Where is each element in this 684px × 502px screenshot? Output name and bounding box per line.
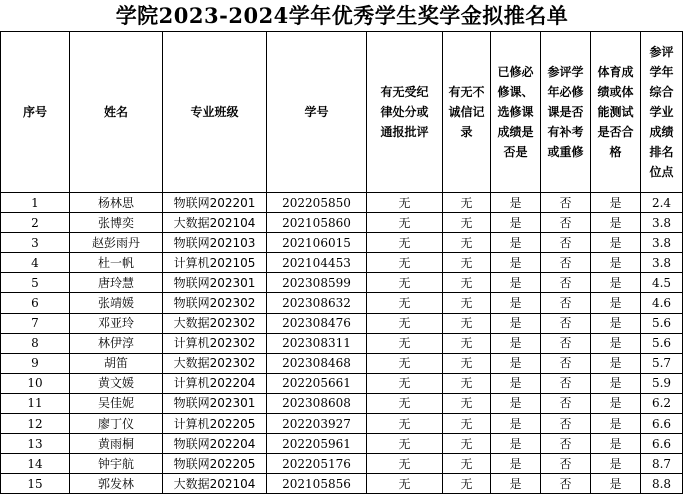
cell-pe: 是 [591,414,641,434]
cell-no: 12 [1,414,70,434]
cell-name: 吴佳妮 [70,393,163,413]
cell-student-id: 202203927 [267,414,367,434]
cell-pe: 是 [591,213,641,233]
cell-student-id: 202104453 [267,253,367,273]
header-name: 姓名 [70,32,163,193]
cell-student-id: 202205961 [267,434,367,454]
cell-honesty: 无 [443,213,491,233]
cell-rank: 4.6 [641,293,683,313]
header-student-id: 学号 [267,32,367,193]
cell-rank: 5.7 [641,353,683,373]
cell-name: 唐玲慧 [70,273,163,293]
cell-discipline: 无 [367,353,443,373]
cell-student-id: 202308608 [267,393,367,413]
cell-rank: 2.4 [641,193,683,213]
cell-makeup: 否 [541,393,591,413]
table-body [1,193,683,494]
cell-class: 物联网202301 [163,273,267,293]
cell-pe: 是 [591,233,641,253]
cell-no: 9 [1,353,70,373]
cell-discipline: 无 [367,293,443,313]
table-row [1,373,683,393]
cell-makeup: 否 [541,434,591,454]
cell-makeup: 否 [541,353,591,373]
cell-makeup: 否 [541,213,591,233]
cell-rank: 4.5 [641,273,683,293]
cell-discipline: 无 [367,474,443,494]
cell-no: 8 [1,333,70,353]
cell-student-id: 202105860 [267,213,367,233]
cell-honesty: 无 [443,373,491,393]
cell-honesty: 无 [443,253,491,273]
cell-rank: 6.2 [641,393,683,413]
cell-makeup: 否 [541,313,591,333]
cell-rank: 5.9 [641,373,683,393]
cell-class: 计算机202302 [163,333,267,353]
cell-rank: 3.8 [641,213,683,233]
table-row [1,353,683,373]
cell-passed: 是 [491,333,541,353]
cell-class: 计算机202205 [163,414,267,434]
cell-name: 杜一帆 [70,253,163,273]
cell-class: 物联网202204 [163,434,267,454]
cell-name: 邓亚玲 [70,313,163,333]
cell-student-id: 202205661 [267,373,367,393]
table-row [1,253,683,273]
cell-no: 5 [1,273,70,293]
header-rank: 参评学年综合学业成绩排名位点 [641,32,683,193]
cell-rank: 5.6 [641,313,683,333]
table-row [1,434,683,454]
cell-honesty: 无 [443,193,491,213]
cell-honesty: 无 [443,333,491,353]
cell-student-id: 202205176 [267,454,367,474]
cell-passed: 是 [491,273,541,293]
header-pe: 体育成绩或体能测试是否合格 [591,32,641,193]
cell-honesty: 无 [443,233,491,253]
cell-makeup: 否 [541,273,591,293]
cell-student-id: 202106015 [267,233,367,253]
cell-passed: 是 [491,293,541,313]
header-makeup: 参评学年必修课是否有补考或重修 [541,32,591,193]
cell-pe: 是 [591,333,641,353]
cell-discipline: 无 [367,273,443,293]
cell-pe: 是 [591,253,641,273]
cell-rank: 8.8 [641,474,683,494]
cell-student-id: 202308476 [267,313,367,333]
cell-makeup: 否 [541,253,591,273]
cell-pe: 是 [591,393,641,413]
cell-passed: 是 [491,454,541,474]
cell-name: 林伊淳 [70,333,163,353]
cell-no: 15 [1,474,70,494]
cell-makeup: 否 [541,293,591,313]
cell-name: 赵彭雨丹 [70,233,163,253]
cell-makeup: 否 [541,373,591,393]
cell-name: 黄雨桐 [70,434,163,454]
cell-rank: 6.6 [641,434,683,454]
cell-discipline: 无 [367,393,443,413]
cell-pe: 是 [591,474,641,494]
cell-discipline: 无 [367,454,443,474]
cell-passed: 是 [491,253,541,273]
cell-passed: 是 [491,213,541,233]
cell-discipline: 无 [367,233,443,253]
cell-pe: 是 [591,434,641,454]
cell-rank: 3.8 [641,233,683,253]
cell-no: 11 [1,393,70,413]
cell-pe: 是 [591,353,641,373]
cell-pe: 是 [591,454,641,474]
cell-name: 张博奕 [70,213,163,233]
cell-passed: 是 [491,434,541,454]
cell-class: 大数据202302 [163,313,267,333]
cell-honesty: 无 [443,393,491,413]
cell-student-id: 202308599 [267,273,367,293]
cell-discipline: 无 [367,313,443,333]
cell-honesty: 无 [443,273,491,293]
cell-makeup: 否 [541,233,591,253]
cell-no: 1 [1,193,70,213]
cell-honesty: 无 [443,474,491,494]
cell-passed: 是 [491,393,541,413]
cell-name: 黄文媛 [70,373,163,393]
cell-student-id: 202308311 [267,333,367,353]
cell-student-id: 202308468 [267,353,367,373]
cell-name: 杨林思 [70,193,163,213]
cell-makeup: 否 [541,193,591,213]
cell-honesty: 无 [443,353,491,373]
header-row [1,32,683,193]
header-class: 专业班级 [163,32,267,193]
cell-passed: 是 [491,233,541,253]
cell-discipline: 无 [367,333,443,353]
header-honesty: 有无不诚信记录 [443,32,491,193]
scholarship-table [0,31,683,494]
cell-honesty: 无 [443,313,491,333]
cell-pe: 是 [591,313,641,333]
cell-no: 7 [1,313,70,333]
cell-discipline: 无 [367,253,443,273]
cell-class: 物联网202302 [163,293,267,313]
cell-makeup: 否 [541,454,591,474]
cell-name: 胡笛 [70,353,163,373]
table-row [1,293,683,313]
cell-name: 钟宇航 [70,454,163,474]
table-row [1,414,683,434]
table-row [1,313,683,333]
cell-class: 物联网202103 [163,233,267,253]
table-row [1,333,683,353]
cell-pe: 是 [591,373,641,393]
table-row [1,193,683,213]
cell-no: 2 [1,213,70,233]
cell-class: 物联网202201 [163,193,267,213]
cell-discipline: 无 [367,193,443,213]
cell-honesty: 无 [443,434,491,454]
cell-rank: 5.6 [641,333,683,353]
cell-passed: 是 [491,313,541,333]
cell-passed: 是 [491,373,541,393]
cell-no: 6 [1,293,70,313]
cell-student-id: 202205850 [267,193,367,213]
cell-pe: 是 [591,273,641,293]
cell-rank: 3.8 [641,253,683,273]
cell-name: 郭发林 [70,474,163,494]
cell-discipline: 无 [367,414,443,434]
cell-discipline: 无 [367,434,443,454]
cell-pe: 是 [591,293,641,313]
document-title: 学院2023-2024学年优秀学生奖学金拟推名单 [115,3,569,28]
cell-makeup: 否 [541,333,591,353]
cell-rank: 8.7 [641,454,683,474]
table-row [1,213,683,233]
cell-class: 大数据202104 [163,213,267,233]
cell-discipline: 无 [367,213,443,233]
cell-honesty: 无 [443,454,491,474]
table-row [1,454,683,474]
cell-pe: 是 [591,193,641,213]
table-row [1,393,683,413]
cell-no: 4 [1,253,70,273]
cell-honesty: 无 [443,293,491,313]
cell-no: 10 [1,373,70,393]
cell-no: 13 [1,434,70,454]
table-row [1,233,683,253]
header-discipline: 有无受纪律处分或通报批评 [367,32,443,193]
cell-name: 张靖媛 [70,293,163,313]
cell-honesty: 无 [443,414,491,434]
cell-class: 计算机202105 [163,253,267,273]
cell-passed: 是 [491,193,541,213]
cell-class: 计算机202204 [163,373,267,393]
cell-student-id: 202105856 [267,474,367,494]
cell-passed: 是 [491,474,541,494]
cell-rank: 6.6 [641,414,683,434]
cell-class: 物联网202301 [163,393,267,413]
cell-discipline: 无 [367,373,443,393]
table-row [1,474,683,494]
cell-makeup: 否 [541,414,591,434]
cell-no: 3 [1,233,70,253]
header-passed: 已修必修课、选修课成绩是否是 [491,32,541,193]
cell-passed: 是 [491,353,541,373]
cell-passed: 是 [491,414,541,434]
cell-student-id: 202308632 [267,293,367,313]
cell-class: 物联网202205 [163,454,267,474]
cell-makeup: 否 [541,474,591,494]
header-no: 序号 [1,32,70,193]
cell-name: 廖丁仪 [70,414,163,434]
cell-no: 14 [1,454,70,474]
table-row [1,273,683,293]
cell-class: 大数据202302 [163,353,267,373]
cell-class: 大数据202104 [163,474,267,494]
